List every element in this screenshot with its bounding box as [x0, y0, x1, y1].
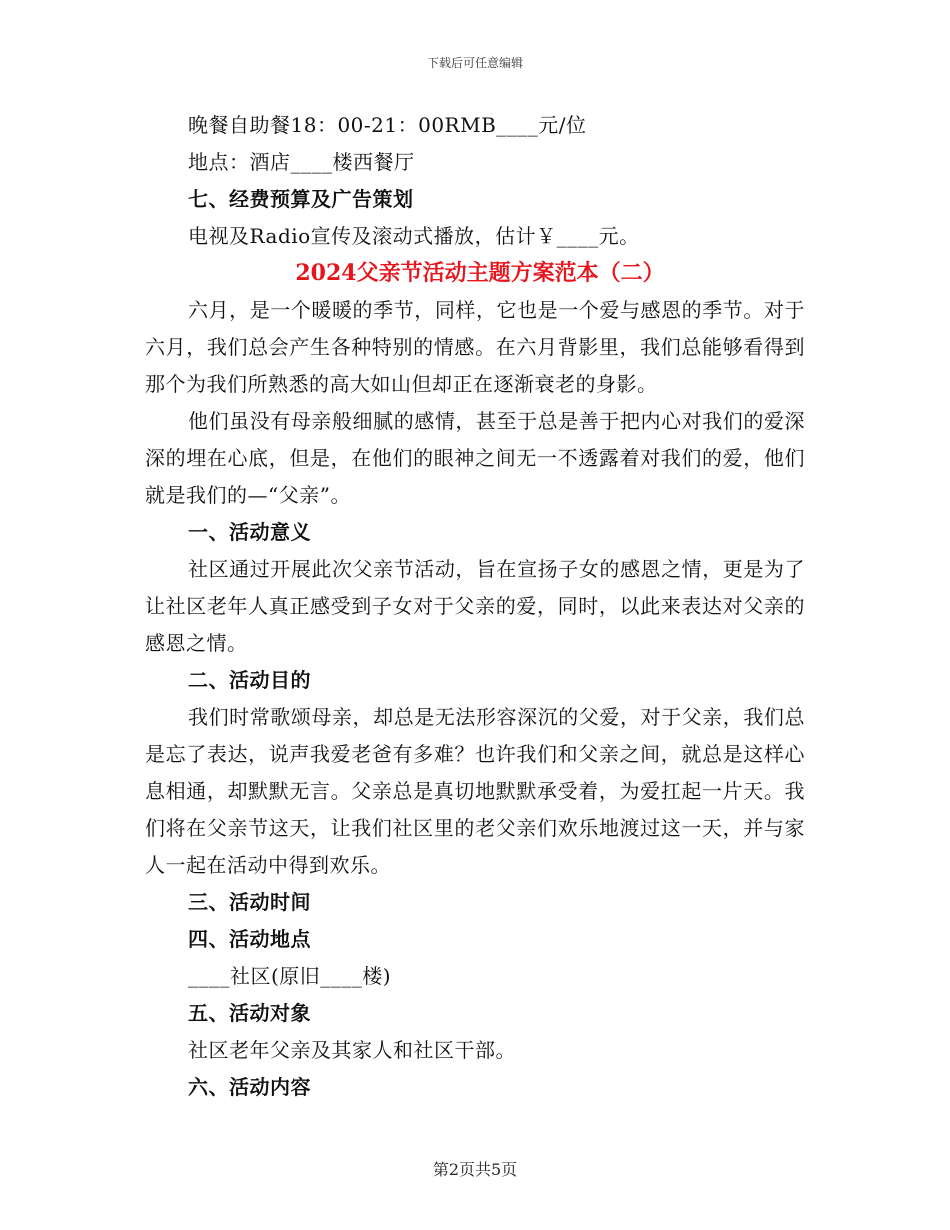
section-6-heading: 六、活动内容	[188, 1075, 311, 1099]
tv-radio-line: 电视及Radio宣传及滚动式播放，估计￥____元。	[188, 224, 640, 248]
location-line: 地点：酒店____楼西餐厅	[188, 150, 415, 174]
section-5-heading: 五、活动对象	[188, 1001, 311, 1025]
meaning-paragraph: 社区通过开展此次父亲节活动，旨在宣扬子女的感恩之情，更是为了让社区老年人真正感受到子女对于父亲的爱，同时，以此来表达对父亲的感恩之情。	[145, 557, 805, 655]
dinner-line: 晚餐自助餐18：00-21：00RMB____元/位	[188, 113, 587, 137]
purpose-paragraph: 我们时常歌颂母亲，却总是无法形容深沉的父爱，对于父亲，我们总是忘了表达，说声我爱老爸有多难？也许我们和父亲之间，就总是这样心息相通，却默默无言。父亲总是真切地默默承受着，为爱扛起一片天。我们将在父亲节这天，让我们社区里的老父亲们欢乐地渡过这一天，并与家人一起在活动中得到欢乐。	[145, 705, 805, 877]
document-title: 2024父亲节活动主题方案范本（二）	[295, 260, 665, 286]
section-3-heading: 三、活动时间	[188, 890, 311, 914]
place-value: ____社区(原旧____楼)	[188, 964, 392, 988]
intro-paragraph-1: 六月，是一个暖暖的季节，同样，它也是一个爱与感恩的季节。对于六月，我们总会产生各种特别的情感。在六月背影里，我们总能够看得到那个为我们所熟悉的高大如山但却正在逐渐衰老的身影。	[145, 298, 805, 396]
section-7-heading: 七、经费预算及广告策划	[188, 187, 414, 211]
section-4-heading: 四、活动地点	[188, 927, 311, 951]
page-header: 下载后可任意编辑	[426, 56, 523, 70]
section-2-heading: 二、活动目的	[188, 668, 311, 692]
page-number: 第2页共5页	[432, 1160, 518, 1179]
document-body	[145, 107, 805, 1106]
section-1-heading: 一、活动意义	[188, 520, 311, 544]
target-value: 社区老年父亲及其家人和社区干部。	[188, 1038, 516, 1062]
intro-paragraph-2: 他们虽没有母亲般细腻的感情，甚至于总是善于把内心对我们的爱深深的埋在心底，但是，在他们的眼神之间无一不透露着对我们的爱，他们就是我们的—“父亲”。	[145, 409, 805, 507]
